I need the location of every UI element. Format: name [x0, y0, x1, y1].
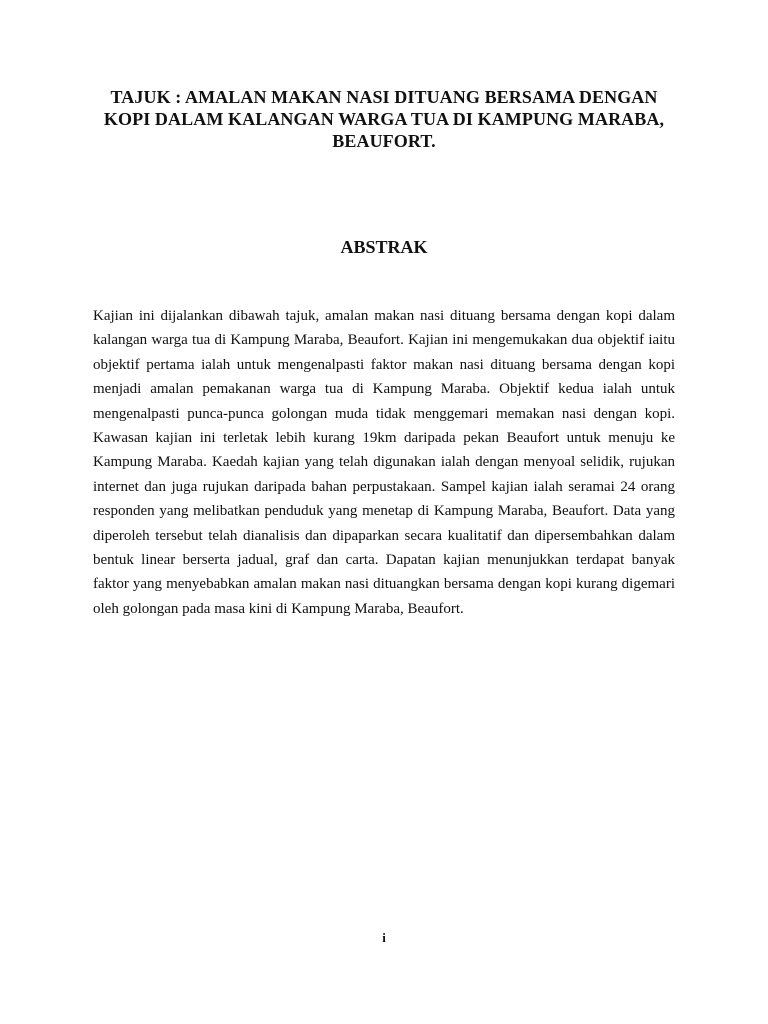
abstract-body: Kajian ini dijalankan dibawah tajuk, amalan makan nasi dituang bersama dengan kopi dalam kalangan warga tua di Kampung Maraba, Beaufort. Kajian ini mengemukakan dua objektif iaitu objektif pertama ialah untuk mengenalpasti faktor makan nasi dituang bersama dengan kopi menjadi amalan pemakanan warga tua di Kampung Maraba. Objektif kedua ialah untuk mengenalpasti punca-punca golongan muda tidak menggemari memakan nasi dengan kopi. Kawasan kajian ini terletak lebih kurang 19km daripada pekan Beaufort untuk menuju ke Kampung Maraba. Kaedah kajian yang telah digunakan ialah dengan menyoal selidik, rujukan internet dan juga rujukan daripada bahan perpustakaan. Sampel kajian ialah seramai 24 orang responden yang melibatkan penduduk yang menetap di Kampung Maraba, Beaufort. Data yang diperoleh tersebut telah dianalisis dan dipaparkan secara kualitatif dan dipersembahkan dalam bentuk linear berserta jadual, graf dan carta. Dapatan kajian menunjukkan terdapat banyak faktor yang menyebabkan amalan makan nasi dituangkan bersama dengan kopi kurang digemari oleh golongan pada masa kini di Kampung Maraba, Beaufort.: [93, 308, 675, 617]
page-number: i: [382, 930, 386, 945]
document-title: TAJUK : AMALAN MAKAN NASI DITUANG BERSAMA DENGAN KOPI DALAM KALANGAN WARGA TUA DI KAMPUNG MARABA, BEAUFORT.: [103, 87, 665, 151]
abstract-heading: ABSTRAK: [340, 237, 428, 257]
